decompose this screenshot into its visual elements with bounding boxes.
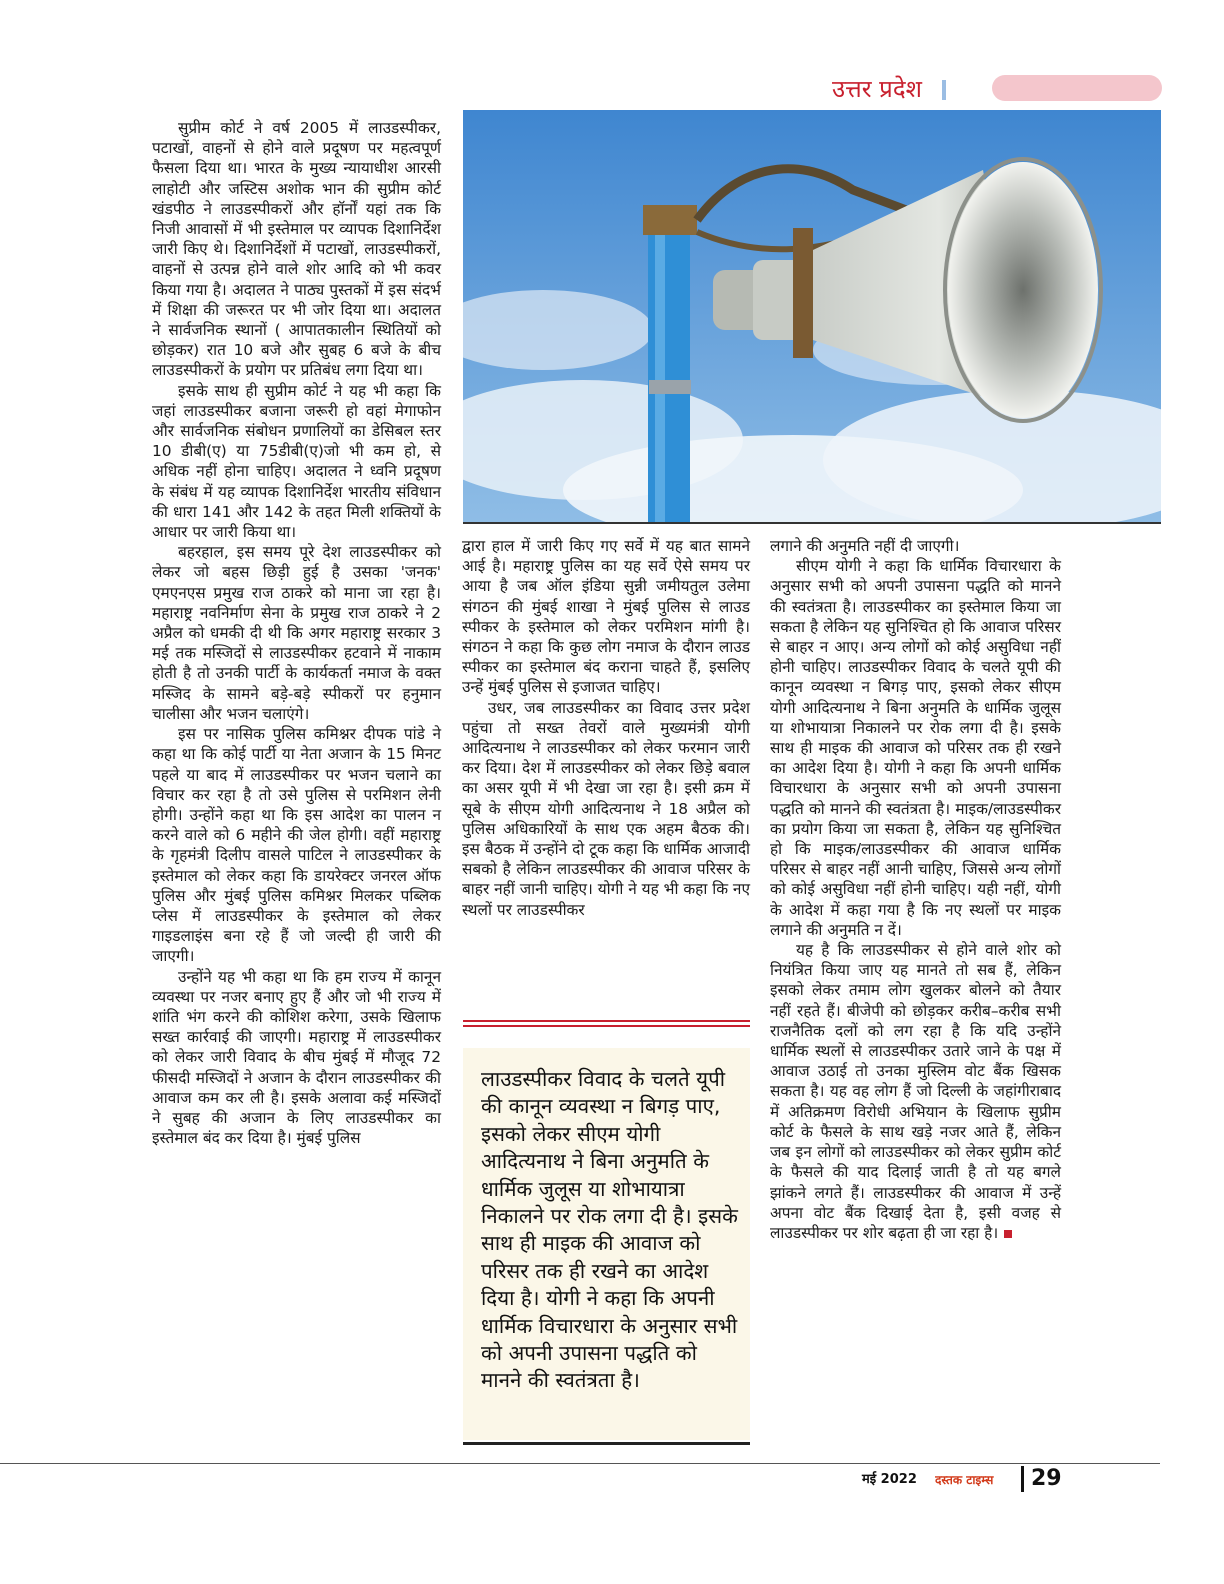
pull-quote-top-rule (463, 1020, 750, 1027)
article-column-1 (152, 118, 441, 1148)
paragraph: इसके साथ ही सुप्रीम कोर्ट ने यह भी कहा कि जहां लाउडस्पीकर बजाना जरूरी हो वहां मेगाफोन और सार्वजनिक संबोधन प्रणालियों का डेसिबल स्तर 10 डीबी(ए) या 75डीबी(ए)जो भी कम हो, से अधिक नहीं होना चाहिए। अदालत ने ध्वनि प्रदूषण के संबंध में यह व्यापक दिशानिर्देश भारतीय संविधान की धारा 141 और 142 के तहत मिली शक्तियों के आधार पर जारी किया था। (152, 381, 441, 542)
page-number: 29 (1031, 1466, 1062, 1491)
pull-quote-box (463, 1048, 750, 1440)
paragraph: सीएम योगी ने कहा कि धार्मिक विचारधारा के अनुसार सभी को अपनी उपासना पद्धति को मानने की स्वतंत्रता है। लाउडस्पीकर का इस्तेमाल किया जा सकता है लेकिन यह सुनिश्चित हो कि आवाज परिसर से बाहर न आए। अन्य लोगों को कोई असुविधा नहीं होनी चाहिए। लाउडस्पीकर विवाद के चलते यूपी की कानून व्यवस्था न बिगड़ पाए, इसको लेकर सीएम योगी आदित्यनाथ ने बिना अनुमति के धार्मिक जुलूस या शोभायात्रा निकालने पर रोक लगा दी है। इसके साथ ही माइक की आवाज को परिसर तक ही रखने का आदेश दिया है। योगी ने कहा कि अपनी धार्मिक विचारधारा के अनुसार सभी को अपनी उपासना पद्धति को मानने की स्वतंत्रता है। माइक/लाउडस्पीकर का प्रयोग किया जा सकता है, लेकिन यह सुनिश्चित हो कि माइक/लाउडस्पीकर की आवाज धार्मिक परिसर से बाहर नहीं आनी चाहिए, जिससे अन्य लोगों को कोई असुविधा नहीं होनी चाहिए। यही नहीं, योगी के आदेश में कहा गया है कि नए स्थलों पर माइक लगाने की अनुमति न दें। (770, 557, 1061, 939)
paragraph: लगाने की अनुमति नहीं दी जाएगी। (770, 537, 960, 555)
paragraph: उधर, जब लाउडस्पीकर का विवाद उत्तर प्रदेश पहुंचा तो सख्त तेवरों वाले मुख्यमंत्री योगी आदित्यनाथ ने लाउडस्पीकर को लेकर फरमान जारी कर दिया। देश में लाउडस्पीकर को लेकर छिड़े बवाल का असर यूपी में भी देखा जा रहा है। इसी क्रम में सूबे के सीएम योगी आदित्यनाथ ने 18 अप्रैल को पुलिस अधिकारियों के साथ एक अहम बैठक की। इस बैठक में उन्होंने दो टूक कहा कि धार्मिक आजादी सबको है लेकिन लाउडस्पीकर की आवाज परिसर के बाहर नहीं जानी चाहिए। योगी ने यह भी कहा कि नए स्थलों पर लाउडस्पीकर (462, 698, 750, 919)
footer-date: मई 2022 (862, 1472, 917, 1487)
section-divider (942, 80, 946, 100)
paragraph: बहरहाल, इस समय पूरे देश लाउडस्पीकर को लेकर जो बहस छिड़ी हुई है उसका 'जनक' एमएनएस प्रमुख राज ठाकरे को माना जा रहा है। महाराष्ट्र नवनिर्माण सेना के प्रमुख राज ठाकरे ने 2 अप्रैल को धमकी दी थी कि अगर महाराष्ट्र सरकार 3 मई तक मस्जिदों से लाउडस्पीकर हटवाने में नाकाम होती है तो उनकी पार्टी के कार्यकर्ता नमाज के वक्त मस्जिद के सामने बड़े-बड़े स्पीकरों पर हनुमान चालीसा और भजन चलाएंगे। (152, 543, 441, 723)
article-column-2 (462, 536, 750, 920)
pull-quote-bottom-rule (463, 1442, 750, 1445)
article-column-3 (770, 536, 1061, 1243)
pull-quote-text: लाउडस्पीकर विवाद के चलते यूपी की कानून व्यवस्था न बिगड़ पाए, इसको लेकर सीएम योगी आदित्यनाथ ने बिना अनुमति के धार्मिक जुलूस या शोभायात्रा निकालने पर रोक लगा दी है। इसके साथ ही माइक की आवाज को परिसर तक ही रखने का आदेश दिया है। योगी ने कहा कि अपनी धार्मिक विचारधारा के अनुसार सभी को अपनी उपासना पद्धति को मानने की स्वतंत्रता है। (481, 1067, 738, 1393)
megaphone-image (463, 110, 1161, 522)
paragraph: उन्होंने यह भी कहा था कि हम राज्य में कानून व्यवस्था पर नजर बनाए हुए हैं और जो भी राज्य में शांति भंग करने की कोशिश करेगा, उसके खिलाफ सख्त कार्रवाई की जाएगी। महाराष्ट्र में लाउडस्पीकर को लेकर जारी विवाद के बीच मुंबई में मौजूद 72 फीसदी मस्जिदों ने अजान के दौरान लाउडस्पीकर की आवाज कम कर ली है। इसके अलावा कई मस्जिदों ने सुबह की अजान के लिए लाउडस्पीकर का इस्तेमाल बंद कर दिया है। मुंबई पुलिस (152, 967, 441, 1148)
paragraph: सुप्रीम कोर्ट ने वर्ष 2005 में लाउडस्पीकर, पटाखों, वाहनों से होने वाले प्रदूषण पर महत्वपूर्ण फैसला दिया था। भारत के मुख्य न्यायाधीश आरसी लाहोटी और जस्टिस अशोक भान की सुप्रीम कोर्ट खंडपीठ ने लाउडस्पीकरों और हॉर्नों यहां तक कि निजी आवासों में भी इस्तेमाल पर व्यापक दिशानिर्देश जारी किए थे। दिशानिर्देशों में पटाखों, लाउडस्पीकरों, वाहनों से उत्पन्न होने वाले शोर आदि को भी कवर किया गया है। अदालत ने पाठ्य पुस्तकों में इस संदर्भ में शिक्षा की जरूरत पर भी जोर दिया था। अदालत ने सार्वजनिक स्थानों ( आपातकालीन स्थितियों को छोड़कर) रात 10 बजे और सुबह 6 बजे के बीच लाउडस्पीकरों के प्रयोग पर प्रतिबंध लगा दिया था। (152, 119, 441, 380)
paragraph: द्वारा हाल में जारी किए गए सर्वे में यह बात सामने आई है। महाराष्ट्र पुलिस का यह सर्वे ऐसे समय पर आया है जब ऑल इंडिया सुन्नी जमीयतुल उलेमा संगठन की मुंबई शाखा ने मुंबई पुलिस से लाउड स्पीकर के इस्तेमाल को लेकर परमिशन मांगी है। संगठन ने कहा कि कुछ लोग नमाज के दौरान लाउड स्पीकर का इस्तेमाल बंद कराना चाहते हैं, इसलिए उन्हें मुंबई पुलिस से इजाजत चाहिए। (462, 537, 750, 697)
footer-rule (0, 1463, 1160, 1464)
footer-separator (1021, 1466, 1024, 1492)
photo-bottom-rule (463, 522, 1161, 524)
paragraph-text: यह है कि लाउडस्पीकर से होने वाले शोर को नियंत्रित किया जाए यह मानते तो सब हैं, लेकिन इसको लेकर तमाम लोग खुलकर बोलने को तैयार नहीं रहते हैं। बीजेपी को छोड़कर करीब–करीब सभी राजनैतिक दलों को लग रहा है कि यदि उन्होंने धार्मिक स्थलों से लाउडस्पीकर उतारे जाने के पक्ष में आवाज उठाई तो उनका मुस्लिम वोट बैंक खिसक सकता है। यह वह लोग हैं जो दिल्ली के जहांगीराबाद में अतिक्रमण विरोधी अभियान के खिलाफ सुप्रीम कोर्ट के फैसले के साथ खड़े नजर आते हैं, लेकिन जब इन लोगों को लाउडस्पीकर को लेकर सुप्रीम कोर्ट के फैसले की याद दिलाई जाती है तो यह बगले झांकने लगते हैं। लाउडस्पीकर की आवाज में उन्हें अपना वोट बैंक दिखाई देता है, इसी वजह से लाउडस्पीकर पर शोर बढ़ता ही जा रहा है। (770, 941, 1061, 1242)
loudspeaker-photo (463, 110, 1161, 522)
magazine-logo: दस्तक टाइम्स (935, 1473, 994, 1487)
section-decoration (992, 75, 1162, 101)
end-mark-icon (1004, 1230, 1012, 1238)
paragraph (770, 940, 1061, 1243)
paragraph: इस पर नासिक पुलिस कमिश्नर दीपक पांडे ने कहा था कि कोई पार्टी या नेता अजान के 15 मिनट पहले या बाद में लाउडस्पीकर पर भजन चलाने का विचार कर रहा है तो उसे पुलिस से परमिशन लेनी होगी। उन्होंने कहा था कि इस आदेश का पालन न करने वाले को 6 महीने की जेल होगी। वहीं महाराष्ट्र के गृहमंत्री दिलीप वासले पाटिल ने लाउडस्पीकर के इस्तेमाल को लेकर कहा कि डायरेक्टर जनरल ऑफ पुलिस और मुंबई पुलिस कमिश्नर मिलकर पब्लिक प्लेस में लाउडस्पीकर के इस्तेमाल को लेकर गाइडलाइंस बना रहे हैं जो जल्दी ही जारी की जाएगी। (152, 725, 441, 966)
section-label: उत्तर प्रदेश (832, 75, 922, 103)
